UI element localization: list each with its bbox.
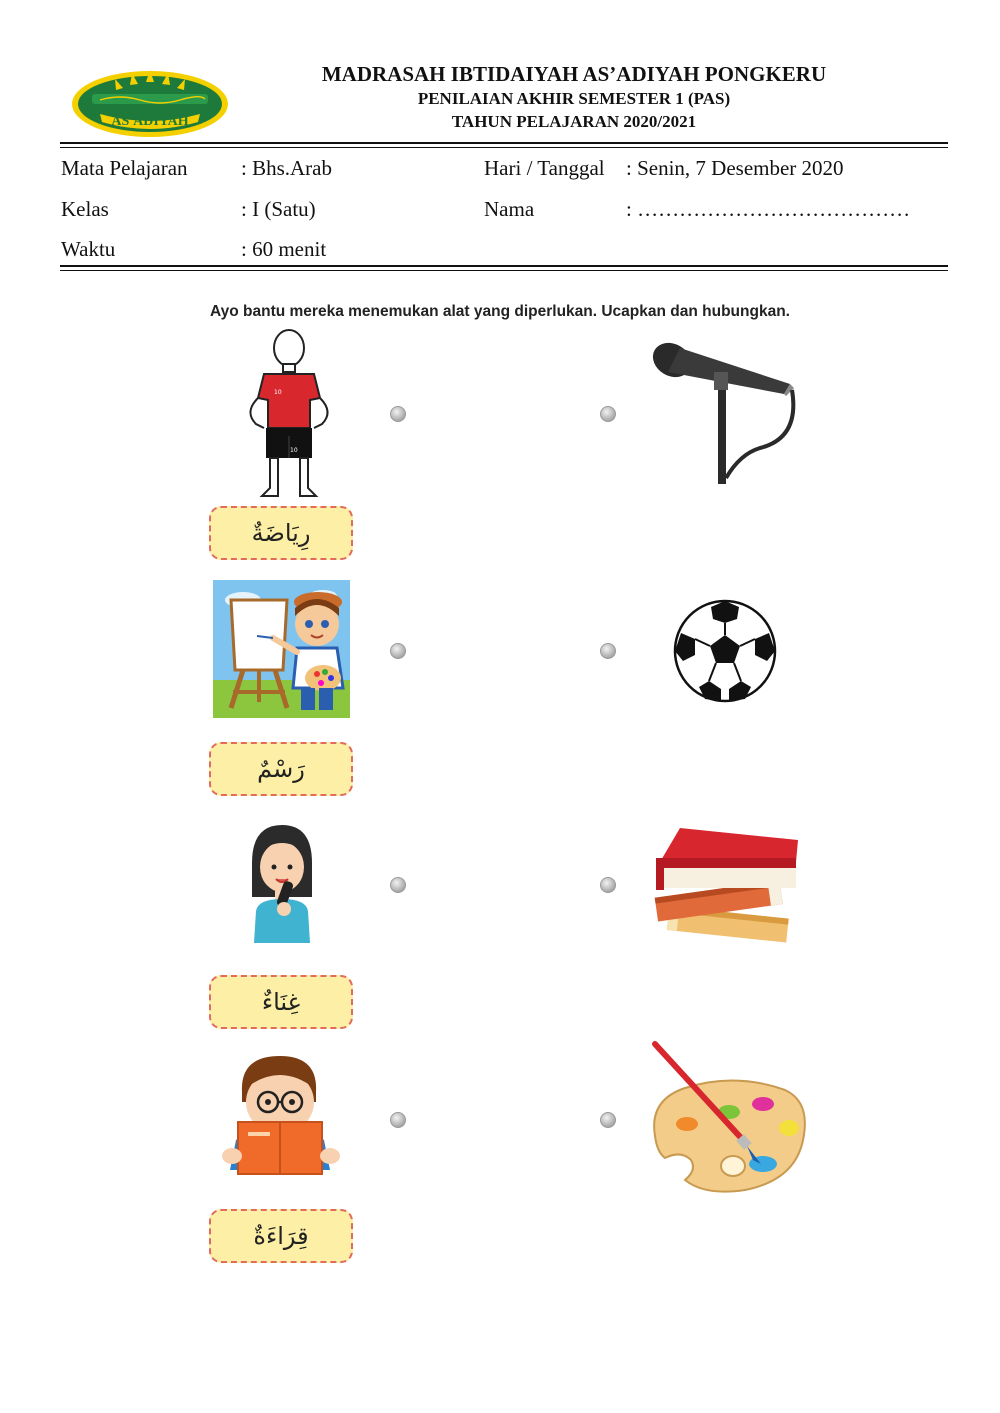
time-value: : 60 menit — [241, 237, 327, 261]
right-connector-dot-1[interactable] — [600, 406, 616, 422]
painting-boy-icon — [213, 580, 350, 718]
subject-value: : Bhs.Arab — [241, 156, 332, 180]
time-label: Waktu — [61, 237, 116, 261]
day-label: Hari / Tanggal — [484, 156, 605, 180]
word-card-reading: قِرَاءَةٌ — [209, 1209, 353, 1263]
class-label: Kelas — [61, 197, 109, 221]
name-label: Nama — [484, 197, 535, 221]
right-connector-dot-4[interactable] — [600, 1112, 616, 1128]
microphone-icon — [650, 338, 800, 486]
exam-title: PENILAIAN AKHIR SEMESTER 1 (PAS) — [417, 89, 731, 108]
word-card-drawing: رَسْمٌ — [209, 742, 353, 796]
books-icon — [650, 822, 800, 948]
right-connector-dot-3[interactable] — [600, 877, 616, 893]
header-divider-top — [60, 142, 948, 144]
paint-palette-icon — [645, 1040, 807, 1196]
school-logo — [70, 64, 230, 138]
football-player-icon — [234, 328, 344, 500]
left-connector-dot-4[interactable] — [390, 1112, 406, 1128]
word-card-sport: رِيَاضَةٌ — [209, 506, 353, 560]
svg-text:10: 10 — [274, 389, 282, 396]
info-divider-top — [60, 265, 948, 267]
soccer-ball-icon — [673, 599, 777, 703]
info-divider-bottom — [60, 270, 948, 271]
reading-boy-icon — [218, 1052, 345, 1178]
school-name: MADRASAH IBTIDAIYAH AS’ADIYAH PONGKERU — [321, 62, 827, 86]
right-connector-dot-2[interactable] — [600, 643, 616, 659]
class-value: : I (Satu) — [241, 197, 316, 221]
svg-text:10: 10 — [290, 447, 298, 454]
singing-girl-icon — [244, 823, 320, 943]
header-divider-bottom — [60, 147, 948, 148]
academic-year: TAHUN PELAJARAN 2020/2021 — [451, 112, 697, 131]
left-connector-dot-3[interactable] — [390, 877, 406, 893]
instruction-text: Ayo bantu mereka menemukan alat yang diperlukan. Ucapkan dan hubungkan. — [210, 303, 790, 320]
subject-label: Mata Pelajaran — [61, 156, 188, 180]
left-connector-dot-1[interactable] — [390, 406, 406, 422]
left-connector-dot-2[interactable] — [390, 643, 406, 659]
day-value: : Senin, 7 Desember 2020 — [626, 156, 844, 180]
word-card-singing: غِنَاءٌ — [209, 975, 353, 1029]
name-field[interactable]: : ………………………………… — [626, 197, 911, 221]
logo-text: AS'ADIYAH — [111, 114, 189, 129]
